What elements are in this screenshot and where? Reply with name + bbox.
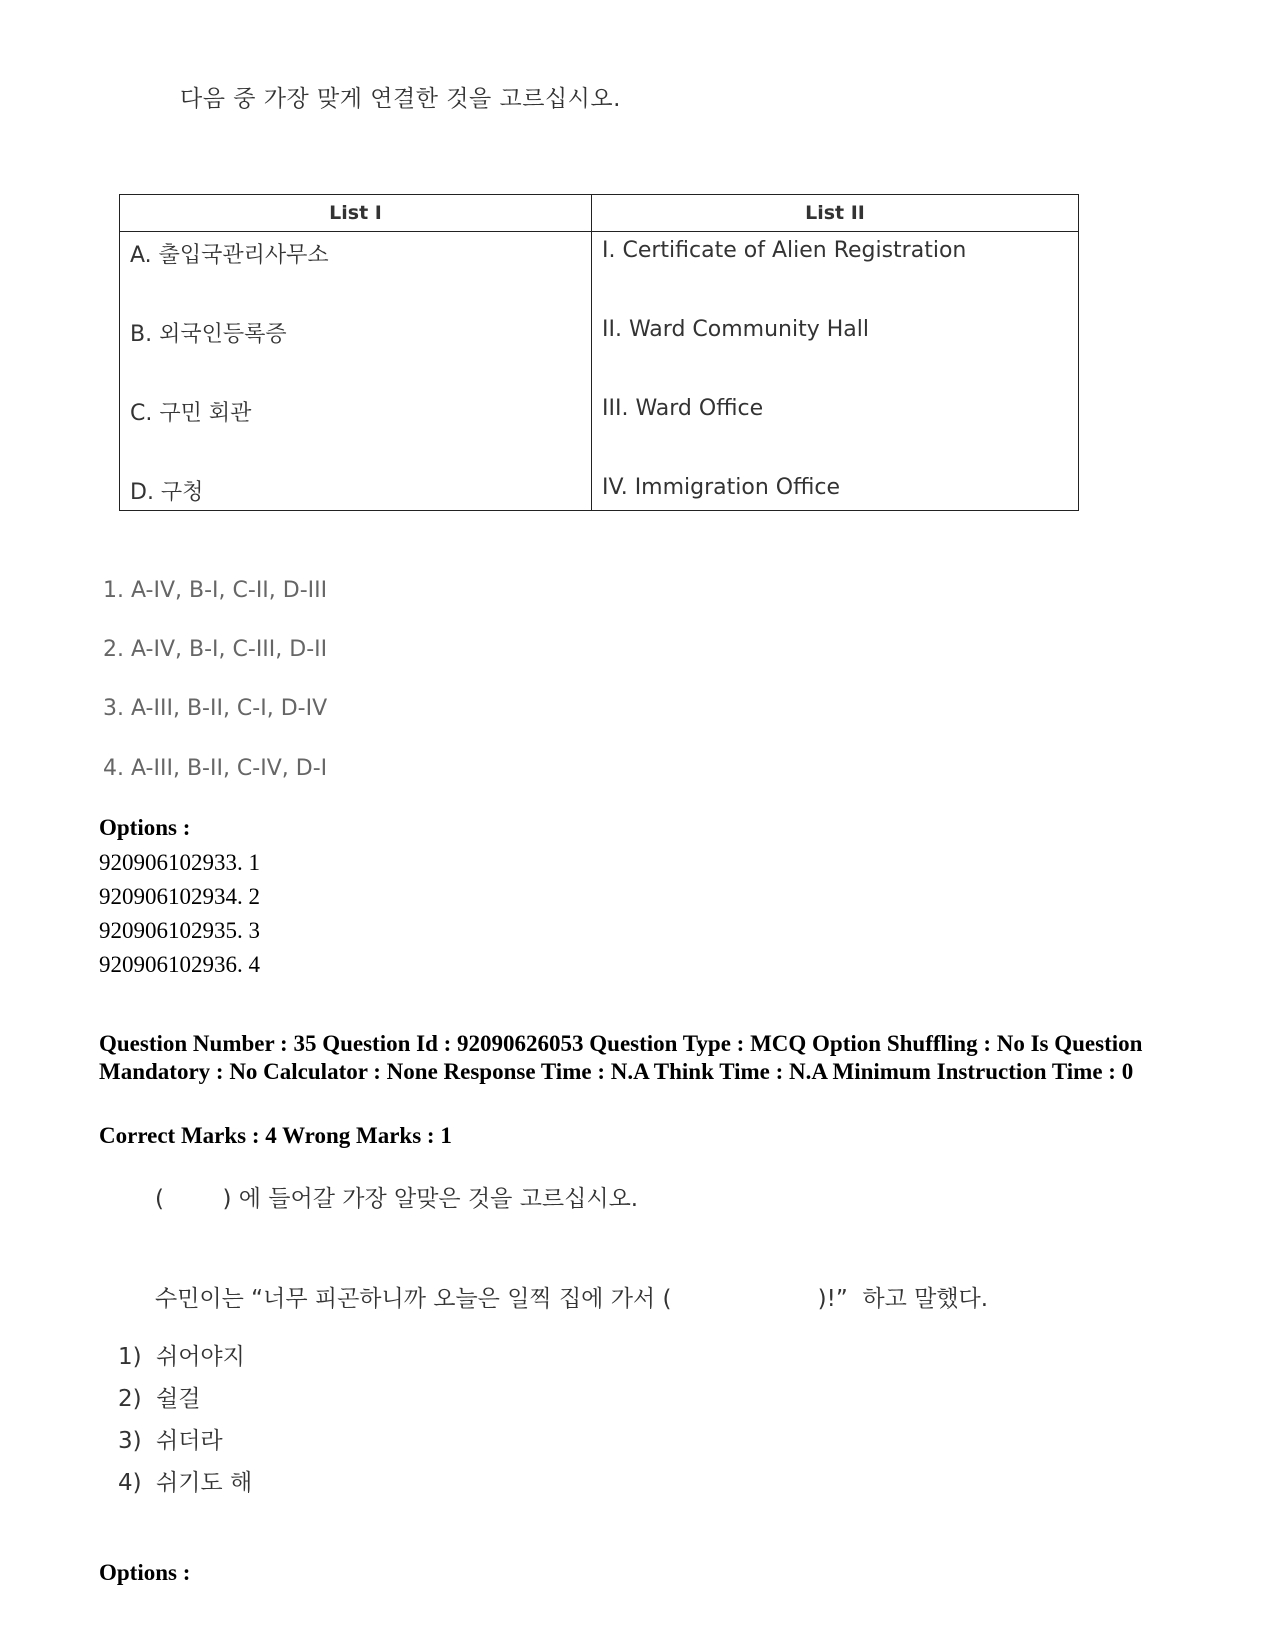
list-2-cell: IV. Immigration Office	[592, 469, 1079, 511]
question-35-sentence-text: 수민이는 “너무 피곤하니까 오늘은 일찍 집에 가서 ( )!” 하고 말했다.	[155, 1286, 989, 1312]
answer-choice-1: 1. A-IV, B-I, C-II, D-III	[103, 578, 328, 603]
q35-choice-number: 2)	[118, 1386, 142, 1412]
question-35-prompt-text: ( ) 에 들어갈 가장 알맞은 것을 고르십시오.	[155, 1186, 639, 1212]
q35-choice-number: 4)	[118, 1470, 142, 1496]
list-1-header: List I	[120, 195, 592, 232]
answer-choice-4: 4. A-III, B-II, C-IV, D-I	[103, 756, 328, 781]
list-2-cell: II. Ward Community Hall	[592, 311, 1079, 390]
table-row	[120, 469, 1079, 511]
question-35-prompt	[155, 1180, 638, 1213]
options-heading-q35: Options :	[99, 1560, 191, 1585]
match-table	[119, 194, 1079, 511]
list-2-header: List II	[592, 195, 1079, 232]
question-35-meta: Question Number : 35 Question Id : 92090626053 Question Type : MCQ Option Shuffling : No Is Question Mandatory : No Calculator : None Response Time : N.A Think Time : N.A Minimum Instruction Time : 0	[99, 1031, 1143, 1084]
q35-choice-3	[118, 1422, 223, 1455]
option-id-1: 920906102933. 1	[99, 850, 260, 875]
list-1-cell: A. 출입국관리사무소	[120, 232, 592, 311]
table-row	[120, 390, 1079, 469]
q35-choice-2	[118, 1380, 200, 1413]
question-35-marks: Correct Marks : 4 Wrong Marks : 1	[99, 1123, 452, 1148]
table-row	[120, 232, 1079, 311]
answer-choice-3: 3. A-III, B-II, C-I, D-IV	[103, 696, 328, 721]
table-row	[120, 311, 1079, 390]
list-2-cell: III. Ward Office	[592, 390, 1079, 469]
list-2-cell: I. Certificate of Alien Registration	[592, 232, 1079, 311]
match-table-header-row	[120, 195, 1079, 232]
question-35-sentence	[155, 1280, 988, 1313]
q35-choice-text: 쉬더라	[156, 1428, 223, 1454]
q35-choice-number: 1)	[118, 1344, 142, 1370]
list-1-cell: C. 구민 회관	[120, 390, 592, 469]
option-id-4: 920906102936. 4	[99, 952, 260, 977]
q35-choice-text: 쉬기도 해	[156, 1470, 253, 1496]
option-id-2: 920906102934. 2	[99, 884, 260, 909]
q35-choice-4	[118, 1464, 252, 1497]
question-34-prompt: 다음 중 가장 맞게 연결한 것을 고르십시오.	[180, 86, 621, 112]
list-1-cell: B. 외국인등록증	[120, 311, 592, 390]
q35-choice-number: 3)	[118, 1428, 142, 1454]
list-1-cell: D. 구청	[120, 469, 592, 511]
answer-choice-2: 2. A-IV, B-I, C-III, D-II	[103, 637, 328, 662]
q35-choice-text: 쉴걸	[156, 1386, 201, 1412]
options-heading: Options :	[99, 815, 191, 840]
option-id-3: 920906102935. 3	[99, 918, 260, 943]
q35-choice-1	[118, 1338, 245, 1371]
q35-choice-text: 쉬어야지	[156, 1344, 245, 1370]
